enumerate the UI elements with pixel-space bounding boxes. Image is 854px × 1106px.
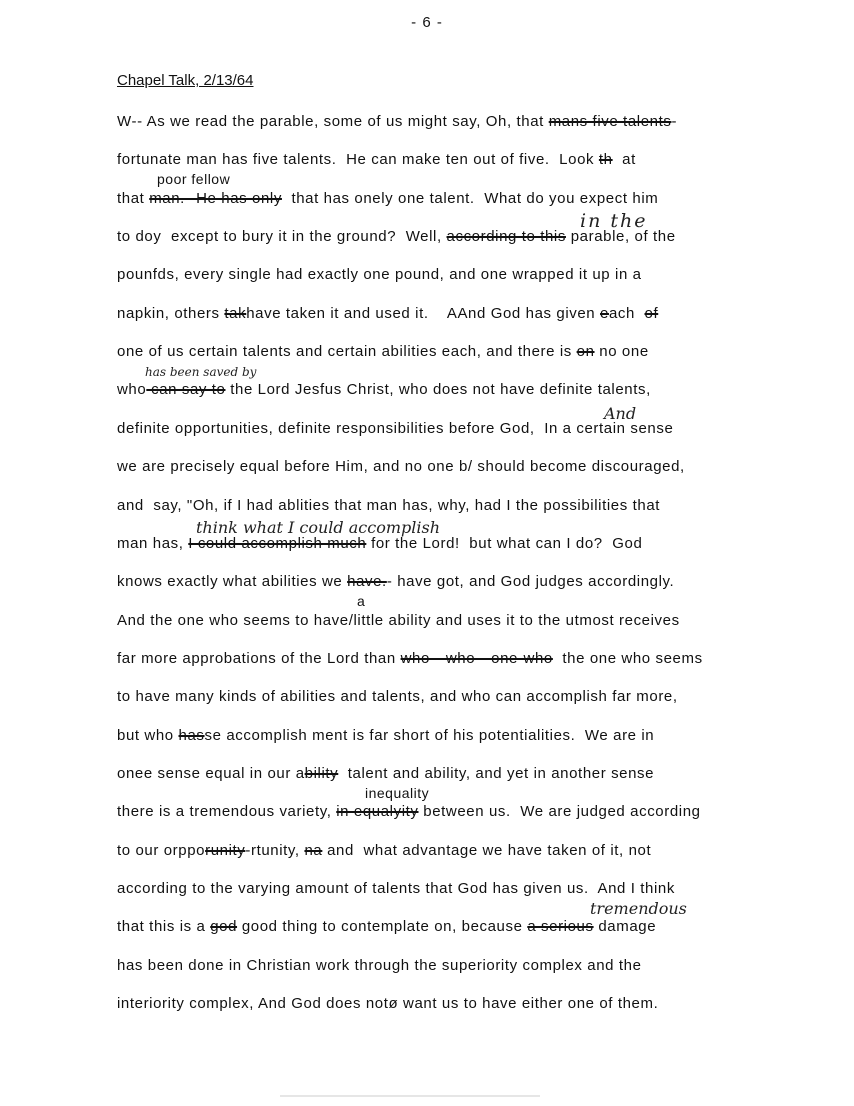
text-segment: that has onely one talent. What do you expect him: [281, 190, 659, 207]
text-segment: knows exactly what abilities we: [117, 573, 348, 590]
struck-text: on: [576, 343, 595, 360]
text-segment: that this is a: [117, 918, 211, 935]
text-segment: has been done in Christian work through the superiority complex and the: [117, 957, 642, 974]
text-line: [117, 190, 658, 208]
text-segment: onee sense equal in our a: [117, 765, 305, 782]
insertion-and: And: [604, 404, 637, 423]
struck-text: tak: [224, 305, 247, 322]
text-line: [117, 535, 642, 553]
insertion-think-what-i-could-accomplish: think what I could accomplish: [196, 518, 440, 537]
text-segment: interiority complex, And God does notø want us to have either one of them.: [117, 995, 659, 1012]
text-segment: the one who seems: [552, 650, 703, 667]
struck-text: has: [178, 727, 205, 744]
text-line: [117, 305, 658, 323]
text-segment: we are precisely equal before Him, and no one b/ should become discouraged,: [117, 458, 685, 475]
text-segment: talent and ability, and yet in another sense: [338, 765, 655, 782]
text-segment: napkin, others: [117, 305, 225, 322]
text-segment: good thing to contemplate on, because: [237, 918, 528, 935]
insertion-poor-fellow: poor fellow: [157, 171, 231, 187]
text-line: [117, 151, 636, 169]
text-line: [117, 957, 642, 975]
struck-text: god: [210, 918, 238, 935]
text-segment: And the one who seems to have/little ability and uses it to the utmost receives: [117, 612, 680, 629]
text-segment: there is a tremendous variety,: [117, 803, 337, 820]
struck-text: th: [598, 151, 613, 168]
text-segment: who: [117, 381, 147, 398]
text-segment: and what advantage we have taken of it, not: [322, 842, 652, 859]
text-line: [117, 113, 677, 131]
text-line: [117, 880, 675, 898]
insertion-has-been-saved-by: has been saved by: [145, 365, 257, 379]
text-segment: have taken it and used it. AAnd God has given: [246, 305, 601, 322]
text-segment: no one: [594, 343, 649, 360]
text-line: [117, 727, 654, 745]
document-title: Chapel Talk, 2/13/64: [117, 72, 254, 89]
insertion-inequality: inequality: [365, 785, 430, 801]
text-segment: definite opportunities, definite responsibilities before God, In a certain sense: [117, 420, 674, 437]
text-segment: according to the varying amount of talents that God has given us. And I think: [117, 880, 675, 897]
text-segment: - have got, and God judges accordingly.: [386, 573, 675, 590]
insertion-in-the: in the: [580, 210, 648, 232]
text-segment: to doy except to bury it in the ground? Well,: [117, 228, 447, 245]
text-line: [117, 573, 674, 591]
text-line: [117, 765, 654, 783]
struck-text: e: [600, 305, 609, 322]
text-segment: and say, "Oh, if I had ablities that man has, why, had I the possibilities that: [117, 497, 661, 514]
text-line: [117, 918, 656, 936]
struck-text: of: [644, 305, 659, 322]
text-segment: W-- As we read the parable, some of us might say, Oh, that: [117, 113, 549, 130]
struck-text: I could accomplish much: [188, 535, 367, 552]
text-line: [117, 420, 673, 438]
struck-text: na: [304, 842, 323, 859]
struck-text: according to this: [446, 228, 566, 245]
text-line: [117, 650, 703, 668]
text-line: [117, 381, 651, 399]
text-segment: -: [671, 113, 678, 130]
insertion-a: a: [357, 593, 366, 609]
text-segment: for the Lord! but what can I do? God: [366, 535, 643, 552]
text-segment: that: [117, 190, 150, 207]
text-segment: at: [612, 151, 636, 168]
text-segment: one of us certain talents and certain abilities each, and there is: [117, 343, 577, 360]
text-line: [117, 497, 660, 515]
page-number: - 6 -: [411, 14, 443, 31]
text-segment: parable, of the: [565, 228, 676, 245]
struck-text: man.--He has only: [149, 190, 282, 207]
text-segment: fortunate man has five talents. He can make ten out of five. Look: [117, 151, 599, 168]
insertion-tremendous: tremendous: [590, 899, 687, 918]
text-segment: to have many kinds of abilities and talents, and who can accomplish far more,: [117, 688, 678, 705]
struck-text: mans five talents: [548, 113, 672, 130]
text-segment: to our orppo: [117, 842, 206, 859]
scan-smudge: [280, 1095, 540, 1097]
struck-text: runity: [205, 842, 246, 859]
text-line: [117, 995, 658, 1013]
text-segment: the Lord Jesfus Christ, who does not have definite talents,: [225, 381, 651, 398]
text-segment: pounfds, every single had exactly one pound, and one wrapped it up in a: [117, 266, 642, 283]
text-segment: far more approbations of the Lord than: [117, 650, 401, 667]
text-segment: ach: [608, 305, 645, 322]
text-line: [117, 458, 685, 476]
struck-text: can say to: [146, 381, 226, 398]
text-line: [117, 803, 701, 821]
text-line: [117, 612, 680, 630]
struck-text: in equalyity: [336, 803, 419, 820]
text-segment: between us. We are judged according: [418, 803, 701, 820]
text-line: [117, 343, 649, 361]
text-segment: -rtunity,: [245, 842, 305, 859]
text-segment: man has,: [117, 535, 189, 552]
text-segment: damage: [593, 918, 657, 935]
text-segment: se accomplish ment is far short of his potentialities. We are in: [204, 727, 655, 744]
text-line: [117, 266, 642, 284]
struck-text: who-- who --one-who: [400, 650, 553, 667]
text-line: [117, 842, 651, 860]
text-line: [117, 688, 678, 706]
struck-text: a serious: [527, 918, 594, 935]
text-segment: but who: [117, 727, 179, 744]
struck-text: bility: [304, 765, 339, 782]
struck-text: have.: [347, 573, 387, 590]
